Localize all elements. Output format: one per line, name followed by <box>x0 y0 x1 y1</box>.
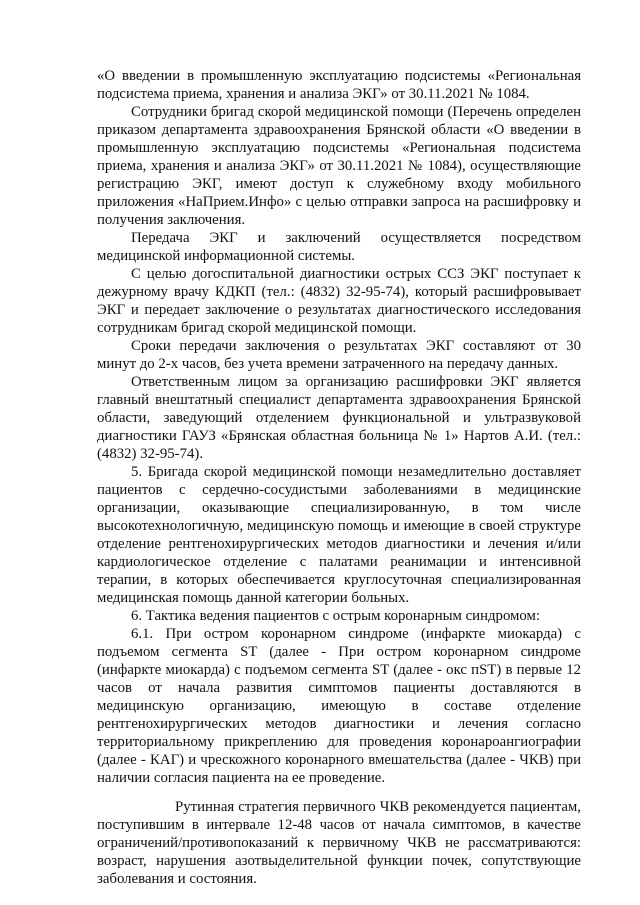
paragraph-6: Ответственным лицом за организацию расшифровки ЭКГ является главный внештатный специалист департамента здравоохранения Брянской области, заведующий отделением функциональной и ультразвуковой диагностики ГАУЗ «Брянская областная больница № 1» Нартов А.И. (тел.: (4832) 32-95-74). <box>97 374 581 462</box>
document-body <box>97 67 581 888</box>
paragraph-10: Рутинная стратегия первичного ЧКВ рекомендуется пациентам, поступившим в интервале 12-48 часов от начала симптомов, в качестве ограничений/противопоказаний к первичному ЧКВ не рассматриваются: возраст, нарушения азотвыделительной функции почек, сопутствующие заболевания и состояния. <box>97 799 581 887</box>
paragraph-1: «О введении в промышленную эксплуатацию подсистемы «Региональная подсистема приема, хранения и анализа ЭКГ» от 30.11.2021 № 1084. <box>97 68 581 102</box>
paragraph-5: Сроки передачи заключения о результатах ЭКГ составляют от 30 минут до 2-х часов, без учета времени затраченного на передачу данных. <box>97 338 581 372</box>
paragraph-9: 6.1. При остром коронарном синдроме (инфаркте миокарда) с подъемом сегмента ST (далее - При остром коронарном синдроме (инфаркте миокарда) с подъемом сегмента ST (далее - окс пST) в первые 12 часов от начала развития симптомов пациенты доставляются в медицинскую организацию, имеющую в составе отделение рентгенохирургических методов диагностики и лечения согласно территориальному прикреплению для проведения коронароангиографии (далее - КАГ) и чрескожного коронарного вмешательства (далее - ЧКВ) при наличии согласия пациента на ее проведение. <box>97 626 581 786</box>
paragraph-7: 5. Бригада скорой медицинской помощи незамедлительно доставляет пациентов с сердечно-сосудистыми заболеваниями в медицинские организации, оказывающие специализированную, в том числе высокотехнологичную, медицинскую помощь и имеющие в своей структуре отделение рентгенохирургических методов диагностики и лечения и/или кардиологическое отделение с палатами реанимации и интенсивной терапии, в которых обеспечивается круглосуточная специализированная медицинская помощь данной категории больных. <box>97 464 581 606</box>
paragraph-4: С целью догоспитальной диагностики острых ССЗ ЭКГ поступает к дежурному врачу КДКП (тел.: (4832) 32-95-74), который расшифровывает ЭКГ и передает заключение о результатах диагностического исследования сотрудникам бригад скорой медицинской помощи. <box>97 266 581 336</box>
paragraph-3: Передача ЭКГ и заключений осуществляется посредством медицинской информационной системы. <box>97 230 581 264</box>
paragraph-2: Сотрудники бригад скорой медицинской помощи (Перечень определен приказом департамента здравоохранения Брянской области «О введении в промышленную эксплуатацию подсистемы «Региональная подсистема приема, хранения и анализа ЭКГ» от 30.11.2021 № 1084), осуществляющие регистрацию ЭКГ, имеют доступ к служебному входу мобильного приложения «НаПрием.Инфо» с целью отправки запроса на расшифровку и получения заключения. <box>97 104 581 228</box>
paragraph-8: 6. Тактика ведения пациентов с острым коронарным синдромом: <box>131 608 541 624</box>
